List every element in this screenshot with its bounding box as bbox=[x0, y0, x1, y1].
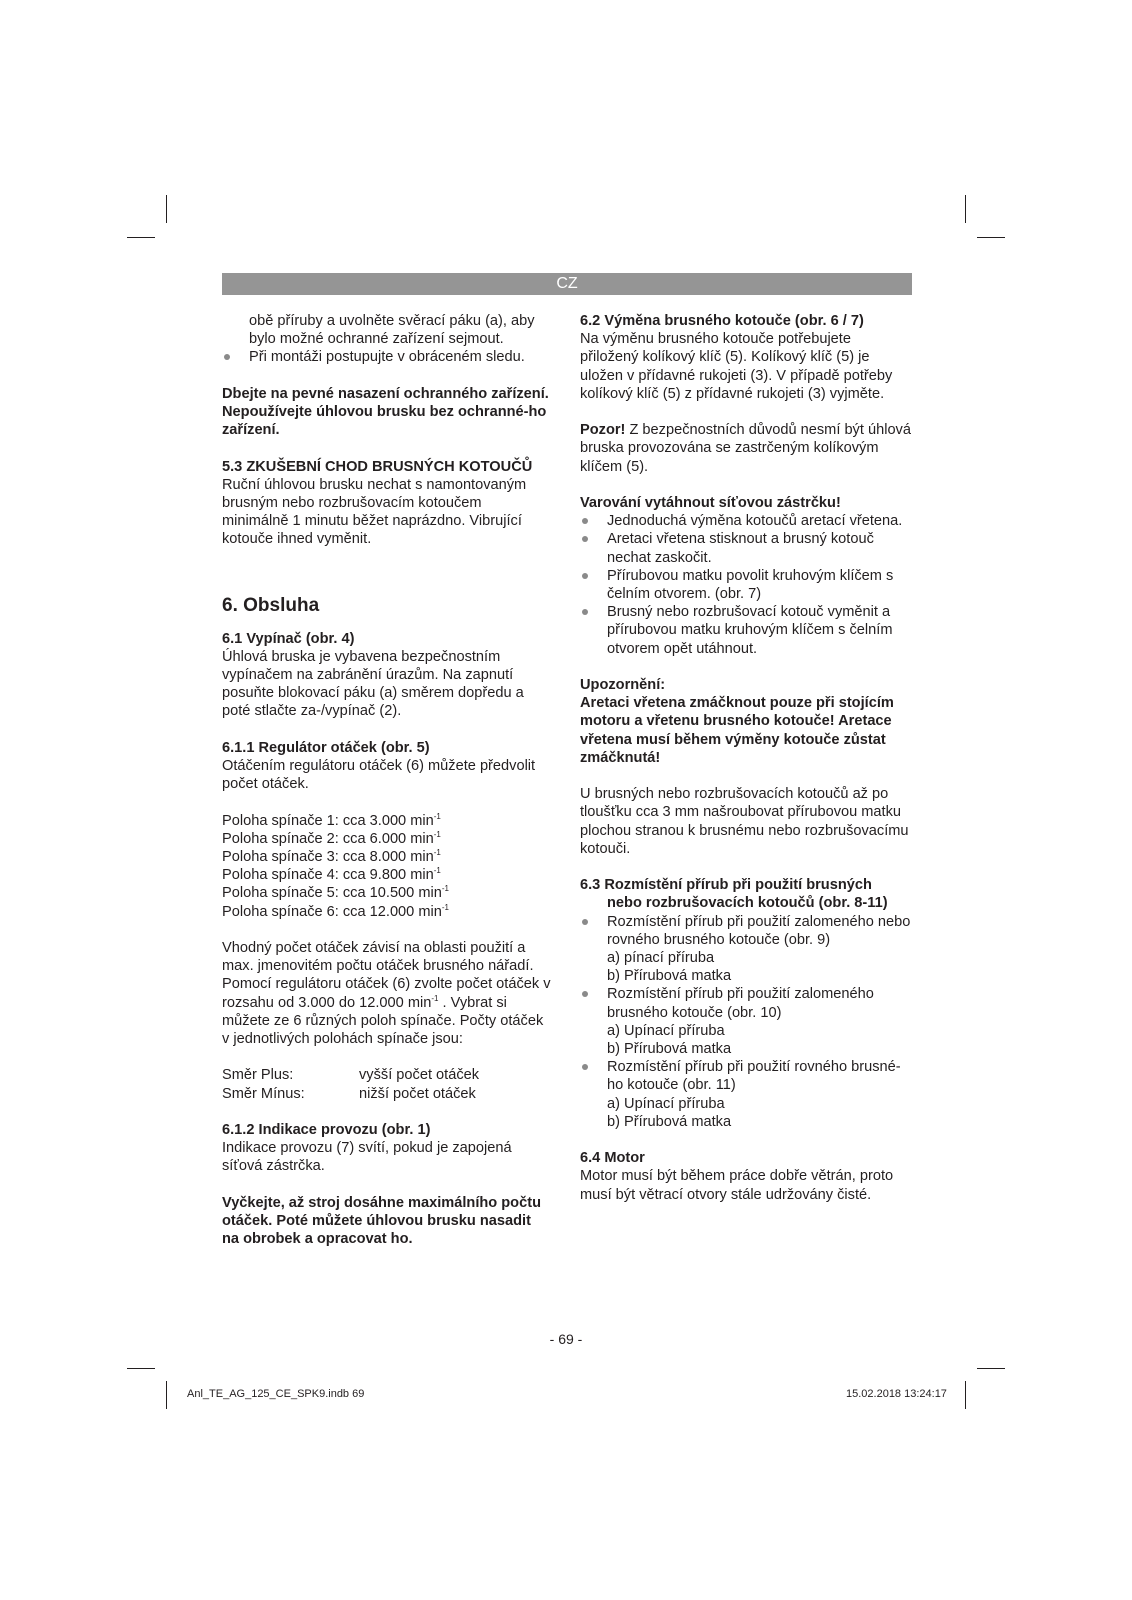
crop-mark bbox=[965, 195, 966, 223]
paragraph: obě příruby a uvolněte svěrací páku (a), aby bylo možné ochranné zařízení sejmout. bbox=[249, 313, 535, 348]
sub-item: a) Upínací příruba bbox=[607, 1022, 725, 1039]
crop-mark bbox=[977, 1368, 1005, 1369]
warning-text: Aretaci vřetena zmáčknout pouze při stojícím motoru a vřetenu brusného kotouče! Aretace vřetena musí během výměny kotouče zůstat zmáčknutá! bbox=[580, 695, 894, 766]
bullet-item: Rozmístění přírub při použití zalomeného nebo rovného brusného kotouče (obr. 9) bbox=[580, 913, 912, 949]
bullet-item: Aretaci vřetena stisknout a brusný kotouč nechat zaskočit. bbox=[580, 530, 912, 566]
section-heading: 6.3 Rozmístění přírub při použití brusných bbox=[580, 877, 872, 894]
footer-timestamp: 15.02.2018 13:24:17 bbox=[846, 1388, 947, 1400]
section-heading: 6.1.1 Regulátor otáček (obr. 5) bbox=[222, 739, 430, 756]
bullet-item: Rozmístění přírub při použití rovného brusné-ho kotouče (obr. 11) bbox=[580, 1058, 912, 1094]
warning-text: Vyčkejte, až stroj dosáhne maximálního počtu otáček. Poté můžete úhlovou brusku nasadit na obrobek a opracovat ho. bbox=[222, 1194, 541, 1248]
crop-mark bbox=[127, 1368, 155, 1369]
bullet-icon bbox=[582, 991, 588, 997]
left-column bbox=[222, 312, 552, 1248]
language-code: CZ bbox=[556, 275, 578, 292]
right-column bbox=[580, 312, 912, 1204]
direction-row: Směr Plus: vyšší počet otáček bbox=[222, 1067, 480, 1084]
paragraph: Úhlová bruska je vybavena bezpečnostním vypínačem na zabránění úrazům. Na zapnutí posuňte blokovací páku (a) směrem dopředu a poté stlačte za-/vypínač (2). bbox=[222, 648, 524, 720]
section-heading: 6.4 Motor bbox=[580, 1150, 645, 1167]
warning-text: Nepoužívejte úhlovou brusku bez ochranné-ho zařízení. bbox=[222, 404, 547, 439]
paragraph: U brusných nebo rozbrušovacích kotoučů až po tloušťku cca 3 mm našroubovat přírubovou matku plochou stranou k brusnému nebo rozbrušovacímu kotouči. bbox=[580, 786, 909, 857]
paragraph: Otáčením regulátoru otáček (6) můžete předvolit počet otáček. bbox=[222, 758, 536, 793]
switch-position: Poloha spínače 1: cca 3.000 $\min^{-1}$ bbox=[222, 811, 441, 829]
section-heading: 6.2 Výměna brusného kotouče (obr. 6 / 7) bbox=[580, 313, 864, 329]
crop-mark bbox=[166, 1381, 167, 1409]
bullet-icon bbox=[582, 1064, 588, 1070]
paragraph: Na výměnu brusného kotouče potřebujete přiložený kolíkový klíč (5). Kolíkový klíč (5) je uložen v přídavné rukojeti (3). V případě potřeby kolíkový klíč (5) z přídavné rukojeti (3) vyjměte. bbox=[580, 331, 893, 402]
section-heading: 5.3 ZKUŠEBNÍ CHOD BRUSNÝCH KOTOUČŮ bbox=[222, 458, 533, 475]
sub-item: b) Přírubová matka bbox=[607, 1113, 732, 1130]
bullet-icon bbox=[582, 609, 588, 615]
caution-paragraph: Pozor! Z bezpečnostních důvodů nesmí být úhlová bruska provozována se zastrčeným kolíkovým klíčem (5). bbox=[580, 422, 911, 475]
bullet-item: Jednoduchá výměna kotoučů aretací vřetena. bbox=[580, 512, 912, 530]
chapter-title: 6. Obsluha bbox=[222, 594, 320, 616]
sub-item: b) Přírubová matka bbox=[607, 968, 732, 985]
paragraph: Ruční úhlovou brusku nechat s namontovaným brusným nebo rozbrušovacím kotoučem minimálně 1 minutu běžet naprázdno. Vibrující kotouče ihned vyměnit. bbox=[222, 476, 527, 548]
bullet-icon bbox=[582, 518, 588, 524]
section-heading: 6.1 Vypínač (obr. 4) bbox=[222, 630, 355, 647]
switch-position: Poloha spínače 3: cca 8.000 $\min^{-1}$ bbox=[222, 848, 441, 866]
bullet-item: Přírubovou matku povolit kruhovým klíčem s čelním otvorem. (obr. 7) bbox=[580, 567, 912, 603]
switch-position: Poloha spínače 6: cca 12.000 $\min^{-1}$ bbox=[222, 902, 449, 920]
bullet-icon bbox=[582, 573, 588, 579]
language-header-bar bbox=[222, 273, 912, 295]
bullet-icon bbox=[582, 919, 588, 925]
footer-filename: Anl_TE_AG_125_CE_SPK9.indb 69 bbox=[187, 1388, 365, 1400]
bullet-item bbox=[222, 348, 552, 366]
paragraph: Motor musí být během práce dobře větrán, proto musí být větrací otvory stále udržovány čisté. bbox=[580, 1168, 894, 1203]
direction-row: Směr Mínus: nižší počet otáček bbox=[222, 1085, 476, 1102]
bullet-icon bbox=[582, 536, 588, 542]
paragraph: Indikace provozu (7) svítí, pokud je zapojená síťová zástrčka. bbox=[222, 1140, 512, 1175]
section-heading: 6.1.2 Indikace provozu (obr. 1) bbox=[222, 1122, 431, 1139]
switch-position: Poloha spínače 4: cca 9.800 $\min^{-1}$ bbox=[222, 866, 441, 884]
crop-mark bbox=[166, 195, 167, 223]
bullet-item: Rozmístění přírub při použití zalomeného brusného kotouče (obr. 10) bbox=[580, 985, 912, 1021]
crop-mark bbox=[127, 237, 155, 238]
bullet-text: Při montáži postupujte v obráceném sledu. bbox=[249, 349, 525, 366]
section-heading: nebo rozbrušovacích kotoučů (obr. 8-11) bbox=[607, 895, 888, 912]
bullet-icon bbox=[224, 354, 230, 360]
crop-mark bbox=[977, 237, 1005, 238]
notice-heading: Upozornění: bbox=[580, 677, 666, 694]
sub-item: b) Přírubová matka bbox=[607, 1041, 732, 1058]
switch-position: Poloha spínače 5: cca 10.500 $\min^{-1}$ bbox=[222, 884, 449, 902]
warning-text: Varování vytáhnout síťovou zástrčku! bbox=[580, 495, 841, 511]
switch-position: Poloha spínače 2: cca 6.000 $\min^{-1}$ bbox=[222, 829, 441, 847]
page-number: - 69 - bbox=[549, 1331, 583, 1347]
sub-item: a) pínací příruba bbox=[607, 950, 715, 967]
crop-mark bbox=[965, 1381, 966, 1409]
bullet-item: Brusný nebo rozbrušovací kotouč vyměnit a přírubovou matku kruhovým klíčem s čelním otvorem opět utáhnout. bbox=[580, 603, 912, 658]
sub-item: a) Upínací příruba bbox=[607, 1095, 725, 1112]
paragraph: Vhodný počet otáček závisí na oblasti použití a max. jmenovitém počtu otáček brusného nářadí. Pomocí regulátoru otáček (6) zvolte počet otáček v rozsahu od 3.000 do 12.000 $\min^{-1}$ . Vybrat si můžete ze 6 různých poloh spínače. Počty otáček v jednotlivých polohách spínače jsou: bbox=[222, 940, 551, 1048]
warning-text: Dbejte na pevné nasazení ochranného zařízení. bbox=[222, 385, 549, 402]
